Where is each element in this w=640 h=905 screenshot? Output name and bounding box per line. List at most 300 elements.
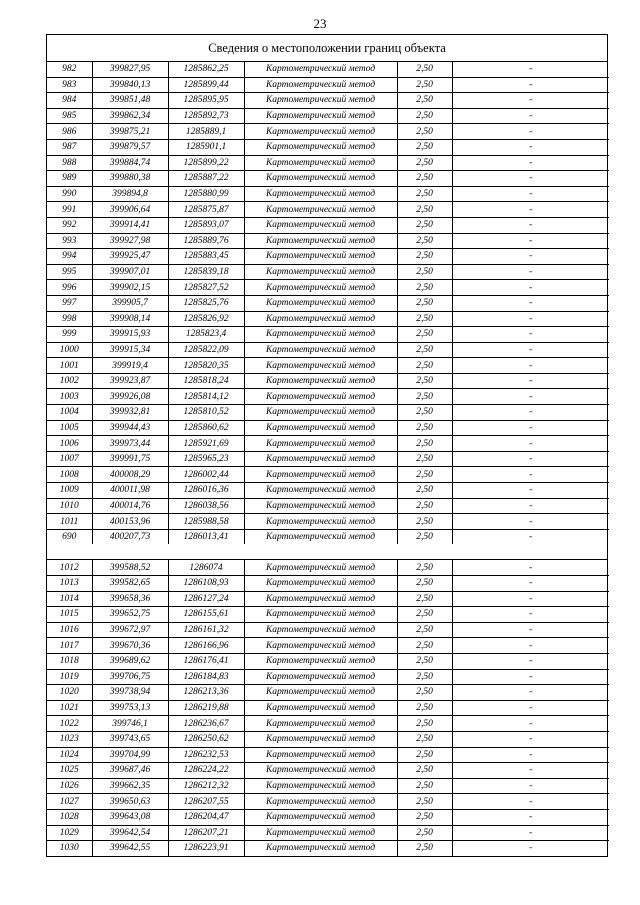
cell-coord-y: 1285839,18 bbox=[168, 264, 244, 280]
cell-coord-y: 1285810,52 bbox=[168, 405, 244, 421]
table-row bbox=[47, 716, 609, 732]
cell-note: - bbox=[452, 825, 609, 841]
table-row bbox=[47, 653, 609, 669]
cell-point-number: 997 bbox=[47, 295, 92, 311]
cell-coord-x: 399652,75 bbox=[92, 607, 168, 623]
cell-accuracy: 2,50 bbox=[397, 467, 452, 483]
table-row bbox=[47, 327, 609, 343]
cell-coord-x: 399642,55 bbox=[92, 841, 168, 856]
cell-accuracy: 2,50 bbox=[397, 825, 452, 841]
cell-method: Картометрический метод bbox=[244, 638, 397, 654]
cell-accuracy: 2,50 bbox=[397, 529, 452, 544]
cell-coord-y: 1286250,62 bbox=[168, 731, 244, 747]
cell-method: Картометрический метод bbox=[244, 108, 397, 124]
cell-note: - bbox=[452, 108, 609, 124]
cell-coord-y: 1286016,36 bbox=[168, 483, 244, 499]
cell-note: - bbox=[452, 389, 609, 405]
cell-note: - bbox=[452, 591, 609, 607]
cell-method: Картометрический метод bbox=[244, 311, 397, 327]
cell-point-number: 1007 bbox=[47, 451, 92, 467]
table-row bbox=[47, 669, 609, 685]
table-row bbox=[47, 591, 609, 607]
cell-note: - bbox=[452, 809, 609, 825]
table-row bbox=[47, 249, 609, 265]
cell-coord-x: 399915,34 bbox=[92, 342, 168, 358]
cell-coord-y: 1285862,25 bbox=[168, 62, 244, 77]
cell-coord-x: 399907,01 bbox=[92, 264, 168, 280]
cell-accuracy: 2,50 bbox=[397, 93, 452, 109]
cell-coord-x: 399650,63 bbox=[92, 794, 168, 810]
cell-coord-x: 399944,43 bbox=[92, 420, 168, 436]
cell-method: Картометрический метод bbox=[244, 669, 397, 685]
cell-method: Картометрический метод bbox=[244, 591, 397, 607]
cell-accuracy: 2,50 bbox=[397, 809, 452, 825]
table-row bbox=[47, 342, 609, 358]
cell-coord-y: 1286213,36 bbox=[168, 685, 244, 701]
cell-coord-x: 399862,34 bbox=[92, 108, 168, 124]
cell-note: - bbox=[452, 576, 609, 592]
cell-method: Картометрический метод bbox=[244, 825, 397, 841]
cell-method: Картометрический метод bbox=[244, 420, 397, 436]
cell-point-number: 1028 bbox=[47, 809, 92, 825]
cell-coord-y: 1285901,1 bbox=[168, 139, 244, 155]
cell-note: - bbox=[452, 405, 609, 421]
table-row bbox=[47, 264, 609, 280]
cell-note: - bbox=[452, 716, 609, 732]
table-row bbox=[47, 685, 609, 701]
cell-coord-y: 1286219,88 bbox=[168, 700, 244, 716]
cell-coord-y: 1285827,52 bbox=[168, 280, 244, 296]
cell-coord-x: 399738,94 bbox=[92, 685, 168, 701]
cell-coord-y: 1286236,67 bbox=[168, 716, 244, 732]
cell-coord-y: 1286207,21 bbox=[168, 825, 244, 841]
cell-accuracy: 2,50 bbox=[397, 716, 452, 732]
cell-point-number: 986 bbox=[47, 124, 92, 140]
cell-note: - bbox=[452, 62, 609, 77]
table-row bbox=[47, 93, 609, 109]
section-separator bbox=[47, 544, 607, 560]
cell-accuracy: 2,50 bbox=[397, 514, 452, 530]
cell-accuracy: 2,50 bbox=[397, 841, 452, 856]
table-row bbox=[47, 202, 609, 218]
cell-point-number: 1005 bbox=[47, 420, 92, 436]
cell-coord-x: 399672,97 bbox=[92, 622, 168, 638]
cell-accuracy: 2,50 bbox=[397, 124, 452, 140]
table-row bbox=[47, 778, 609, 794]
cell-coord-y: 1286232,53 bbox=[168, 747, 244, 763]
page-number: 23 bbox=[313, 16, 327, 31]
cell-coord-x: 399925,47 bbox=[92, 249, 168, 265]
cell-coord-y: 1285892,73 bbox=[168, 108, 244, 124]
cell-method: Картометрический метод bbox=[244, 342, 397, 358]
cell-method: Картометрический метод bbox=[244, 731, 397, 747]
cell-accuracy: 2,50 bbox=[397, 311, 452, 327]
cell-method: Картометрический метод bbox=[244, 327, 397, 343]
cell-point-number: 1018 bbox=[47, 653, 92, 669]
cell-coord-y: 1286204,47 bbox=[168, 809, 244, 825]
cell-method: Картометрический метод bbox=[244, 483, 397, 499]
cell-coord-x: 399894,8 bbox=[92, 186, 168, 202]
cell-accuracy: 2,50 bbox=[397, 483, 452, 499]
cell-note: - bbox=[452, 763, 609, 779]
cell-accuracy: 2,50 bbox=[397, 373, 452, 389]
cell-note: - bbox=[452, 93, 609, 109]
cell-method: Картометрический метод bbox=[244, 389, 397, 405]
cell-coord-y: 1285887,22 bbox=[168, 171, 244, 187]
cell-coord-y: 1286184,83 bbox=[168, 669, 244, 685]
table-row bbox=[47, 108, 609, 124]
cell-coord-y: 1286224,22 bbox=[168, 763, 244, 779]
cell-note: - bbox=[452, 233, 609, 249]
cell-point-number: 1004 bbox=[47, 405, 92, 421]
coordinates-table-section-2 bbox=[47, 560, 609, 855]
cell-coord-x: 400207,73 bbox=[92, 529, 168, 544]
cell-coord-x: 399582,65 bbox=[92, 576, 168, 592]
cell-coord-x: 399880,38 bbox=[92, 171, 168, 187]
cell-accuracy: 2,50 bbox=[397, 264, 452, 280]
cell-method: Картометрический метод bbox=[244, 747, 397, 763]
cell-coord-x: 399875,21 bbox=[92, 124, 168, 140]
cell-accuracy: 2,50 bbox=[397, 669, 452, 685]
cell-note: - bbox=[452, 669, 609, 685]
cell-accuracy: 2,50 bbox=[397, 638, 452, 654]
cell-accuracy: 2,50 bbox=[397, 420, 452, 436]
cell-accuracy: 2,50 bbox=[397, 280, 452, 296]
cell-point-number: 1008 bbox=[47, 467, 92, 483]
cell-note: - bbox=[452, 436, 609, 452]
cell-method: Картометрический метод bbox=[244, 124, 397, 140]
coordinates-table-section-1 bbox=[47, 62, 609, 544]
cell-coord-y: 1285895,95 bbox=[168, 93, 244, 109]
cell-coord-x: 400008,29 bbox=[92, 467, 168, 483]
cell-method: Картометрический метод bbox=[244, 467, 397, 483]
cell-coord-y: 1285822,09 bbox=[168, 342, 244, 358]
table-row bbox=[47, 389, 609, 405]
cell-method: Картометрический метод bbox=[244, 358, 397, 374]
cell-coord-y: 1285889,1 bbox=[168, 124, 244, 140]
cell-accuracy: 2,50 bbox=[397, 217, 452, 233]
cell-method: Картометрический метод bbox=[244, 295, 397, 311]
table-row bbox=[47, 841, 609, 856]
cell-coord-x: 399906,64 bbox=[92, 202, 168, 218]
cell-point-number: 991 bbox=[47, 202, 92, 218]
cell-note: - bbox=[452, 622, 609, 638]
table-row bbox=[47, 436, 609, 452]
table-row bbox=[47, 638, 609, 654]
cell-point-number: 1024 bbox=[47, 747, 92, 763]
cell-coord-y: 1286207,55 bbox=[168, 794, 244, 810]
table-row bbox=[47, 420, 609, 436]
cell-point-number: 1015 bbox=[47, 607, 92, 623]
cell-note: - bbox=[452, 731, 609, 747]
cell-note: - bbox=[452, 280, 609, 296]
table-row bbox=[47, 405, 609, 421]
cell-coord-x: 399706,75 bbox=[92, 669, 168, 685]
cell-note: - bbox=[452, 498, 609, 514]
cell-note: - bbox=[452, 342, 609, 358]
cell-point-number: 1023 bbox=[47, 731, 92, 747]
table-row bbox=[47, 358, 609, 374]
cell-coord-x: 399689,62 bbox=[92, 653, 168, 669]
table-row bbox=[47, 560, 609, 575]
cell-accuracy: 2,50 bbox=[397, 62, 452, 77]
cell-accuracy: 2,50 bbox=[397, 685, 452, 701]
table-row bbox=[47, 373, 609, 389]
cell-note: - bbox=[452, 794, 609, 810]
cell-note: - bbox=[452, 373, 609, 389]
cell-coord-x: 399851,48 bbox=[92, 93, 168, 109]
cell-coord-x: 399919,4 bbox=[92, 358, 168, 374]
cell-point-number: 996 bbox=[47, 280, 92, 296]
cell-method: Картометрический метод bbox=[244, 560, 397, 575]
cell-accuracy: 2,50 bbox=[397, 139, 452, 155]
cell-coord-x: 399926,08 bbox=[92, 389, 168, 405]
cell-point-number: 1003 bbox=[47, 389, 92, 405]
cell-coord-x: 400011,98 bbox=[92, 483, 168, 499]
cell-method: Картометрический метод bbox=[244, 217, 397, 233]
cell-accuracy: 2,50 bbox=[397, 498, 452, 514]
cell-note: - bbox=[452, 249, 609, 265]
cell-note: - bbox=[452, 186, 609, 202]
table-row bbox=[47, 280, 609, 296]
cell-accuracy: 2,50 bbox=[397, 186, 452, 202]
table-row bbox=[47, 700, 609, 716]
cell-note: - bbox=[452, 514, 609, 530]
cell-point-number: 992 bbox=[47, 217, 92, 233]
cell-coord-x: 399687,46 bbox=[92, 763, 168, 779]
cell-coord-y: 1286166,96 bbox=[168, 638, 244, 654]
cell-accuracy: 2,50 bbox=[397, 342, 452, 358]
cell-coord-y: 1285860,62 bbox=[168, 420, 244, 436]
table-row bbox=[47, 809, 609, 825]
cell-method: Картометрический метод bbox=[244, 622, 397, 638]
cell-coord-x: 399908,14 bbox=[92, 311, 168, 327]
cell-coord-y: 1285823,4 bbox=[168, 327, 244, 343]
table-row bbox=[47, 186, 609, 202]
cell-accuracy: 2,50 bbox=[397, 731, 452, 747]
cell-accuracy: 2,50 bbox=[397, 653, 452, 669]
cell-point-number: 1010 bbox=[47, 498, 92, 514]
cell-coord-y: 1285899,44 bbox=[168, 77, 244, 93]
table-row bbox=[47, 155, 609, 171]
cell-note: - bbox=[452, 311, 609, 327]
cell-coord-y: 1285818,24 bbox=[168, 373, 244, 389]
cell-coord-x: 399588,52 bbox=[92, 560, 168, 575]
cell-coord-x: 399923,87 bbox=[92, 373, 168, 389]
cell-point-number: 690 bbox=[47, 529, 92, 544]
cell-point-number: 995 bbox=[47, 264, 92, 280]
cell-point-number: 985 bbox=[47, 108, 92, 124]
cell-point-number: 1011 bbox=[47, 514, 92, 530]
table-row bbox=[47, 467, 609, 483]
cell-method: Картометрический метод bbox=[244, 841, 397, 856]
cell-method: Картометрический метод bbox=[244, 700, 397, 716]
cell-point-number: 990 bbox=[47, 186, 92, 202]
cell-method: Картометрический метод bbox=[244, 794, 397, 810]
cell-point-number: 1009 bbox=[47, 483, 92, 499]
cell-note: - bbox=[452, 358, 609, 374]
cell-coord-x: 399662,35 bbox=[92, 778, 168, 794]
cell-accuracy: 2,50 bbox=[397, 763, 452, 779]
cell-method: Картометрический метод bbox=[244, 716, 397, 732]
cell-method: Картометрический метод bbox=[244, 249, 397, 265]
cell-coord-x: 399915,93 bbox=[92, 327, 168, 343]
cell-method: Картометрический метод bbox=[244, 498, 397, 514]
table-row bbox=[47, 483, 609, 499]
cell-coord-y: 1285899,22 bbox=[168, 155, 244, 171]
cell-coord-y: 1286223,91 bbox=[168, 841, 244, 856]
cell-coord-y: 1286155,61 bbox=[168, 607, 244, 623]
cell-method: Картометрический метод bbox=[244, 139, 397, 155]
cell-note: - bbox=[452, 467, 609, 483]
table-row bbox=[47, 77, 609, 93]
cell-accuracy: 2,50 bbox=[397, 233, 452, 249]
cell-point-number: 989 bbox=[47, 171, 92, 187]
table-row bbox=[47, 763, 609, 779]
cell-method: Картометрический метод bbox=[244, 171, 397, 187]
cell-method: Картометрический метод bbox=[244, 77, 397, 93]
cell-method: Картометрический метод bbox=[244, 233, 397, 249]
cell-coord-y: 1285825,76 bbox=[168, 295, 244, 311]
cell-point-number: 998 bbox=[47, 311, 92, 327]
cell-accuracy: 2,50 bbox=[397, 591, 452, 607]
cell-coord-x: 400153,96 bbox=[92, 514, 168, 530]
cell-method: Картометрический метод bbox=[244, 93, 397, 109]
cell-point-number: 984 bbox=[47, 93, 92, 109]
cell-accuracy: 2,50 bbox=[397, 576, 452, 592]
cell-method: Картометрический метод bbox=[244, 778, 397, 794]
cell-note: - bbox=[452, 155, 609, 171]
cell-point-number: 983 bbox=[47, 77, 92, 93]
cell-coord-x: 399902,15 bbox=[92, 280, 168, 296]
cell-coord-y: 1286074 bbox=[168, 560, 244, 575]
cell-coord-x: 399670,36 bbox=[92, 638, 168, 654]
cell-note: - bbox=[452, 638, 609, 654]
cell-note: - bbox=[452, 747, 609, 763]
cell-accuracy: 2,50 bbox=[397, 778, 452, 794]
cell-coord-x: 399642,54 bbox=[92, 825, 168, 841]
cell-note: - bbox=[452, 202, 609, 218]
cell-method: Картометрический метод bbox=[244, 514, 397, 530]
cell-method: Картометрический метод bbox=[244, 155, 397, 171]
cell-point-number: 1020 bbox=[47, 685, 92, 701]
table-row bbox=[47, 124, 609, 140]
cell-point-number: 993 bbox=[47, 233, 92, 249]
cell-point-number: 1016 bbox=[47, 622, 92, 638]
cell-point-number: 1025 bbox=[47, 763, 92, 779]
table-row bbox=[47, 747, 609, 763]
cell-point-number: 1027 bbox=[47, 794, 92, 810]
cell-coord-y: 1285826,92 bbox=[168, 311, 244, 327]
cell-note: - bbox=[452, 700, 609, 716]
cell-point-number: 1002 bbox=[47, 373, 92, 389]
cell-coord-y: 1285883,45 bbox=[168, 249, 244, 265]
cell-coord-x: 399827,95 bbox=[92, 62, 168, 77]
cell-point-number: 1019 bbox=[47, 669, 92, 685]
cell-coord-y: 1286161,32 bbox=[168, 622, 244, 638]
cell-coord-y: 1285965,23 bbox=[168, 451, 244, 467]
cell-coord-y: 1285875,87 bbox=[168, 202, 244, 218]
cell-accuracy: 2,50 bbox=[397, 327, 452, 343]
cell-method: Картометрический метод bbox=[244, 436, 397, 452]
cell-point-number: 1026 bbox=[47, 778, 92, 794]
cell-accuracy: 2,50 bbox=[397, 747, 452, 763]
cell-coord-x: 399643,08 bbox=[92, 809, 168, 825]
cell-coord-y: 1286212,32 bbox=[168, 778, 244, 794]
cell-coord-x: 399746,1 bbox=[92, 716, 168, 732]
cell-accuracy: 2,50 bbox=[397, 295, 452, 311]
cell-method: Картометрический метод bbox=[244, 186, 397, 202]
cell-method: Картометрический метод bbox=[244, 685, 397, 701]
table-row bbox=[47, 295, 609, 311]
cell-note: - bbox=[452, 295, 609, 311]
cell-coord-y: 1285988,58 bbox=[168, 514, 244, 530]
cell-coord-x: 399932,81 bbox=[92, 405, 168, 421]
cell-coord-x: 399840,13 bbox=[92, 77, 168, 93]
table-row bbox=[47, 529, 609, 544]
cell-point-number: 1017 bbox=[47, 638, 92, 654]
table-row bbox=[47, 794, 609, 810]
cell-accuracy: 2,50 bbox=[397, 249, 452, 265]
cell-coord-y: 1285889,76 bbox=[168, 233, 244, 249]
cell-accuracy: 2,50 bbox=[397, 389, 452, 405]
cell-accuracy: 2,50 bbox=[397, 622, 452, 638]
cell-coord-x: 399743,65 bbox=[92, 731, 168, 747]
cell-coord-x: 399905,7 bbox=[92, 295, 168, 311]
cell-method: Картометрический метод bbox=[244, 529, 397, 544]
cell-point-number: 988 bbox=[47, 155, 92, 171]
cell-point-number: 1030 bbox=[47, 841, 92, 856]
cell-coord-y: 1286127,24 bbox=[168, 591, 244, 607]
cell-point-number: 1029 bbox=[47, 825, 92, 841]
cell-coord-x: 400014,76 bbox=[92, 498, 168, 514]
cell-method: Картометрический метод bbox=[244, 373, 397, 389]
cell-note: - bbox=[452, 451, 609, 467]
cell-coord-y: 1285921,69 bbox=[168, 436, 244, 452]
cell-accuracy: 2,50 bbox=[397, 436, 452, 452]
cell-method: Картометрический метод bbox=[244, 264, 397, 280]
cell-method: Картометрический метод bbox=[244, 653, 397, 669]
cell-note: - bbox=[452, 685, 609, 701]
cell-point-number: 1021 bbox=[47, 700, 92, 716]
boundary-table bbox=[46, 34, 608, 857]
cell-point-number: 1000 bbox=[47, 342, 92, 358]
table-row bbox=[47, 217, 609, 233]
table-row bbox=[47, 825, 609, 841]
cell-accuracy: 2,50 bbox=[397, 202, 452, 218]
cell-point-number: 994 bbox=[47, 249, 92, 265]
cell-method: Картометрический метод bbox=[244, 202, 397, 218]
cell-coord-x: 399704,99 bbox=[92, 747, 168, 763]
cell-coord-x: 399991,75 bbox=[92, 451, 168, 467]
cell-method: Картометрический метод bbox=[244, 405, 397, 421]
cell-coord-y: 1286002,44 bbox=[168, 467, 244, 483]
cell-coord-x: 399973,44 bbox=[92, 436, 168, 452]
cell-coord-x: 399927,98 bbox=[92, 233, 168, 249]
cell-accuracy: 2,50 bbox=[397, 405, 452, 421]
table-row bbox=[47, 311, 609, 327]
cell-accuracy: 2,50 bbox=[397, 77, 452, 93]
cell-note: - bbox=[452, 77, 609, 93]
cell-point-number: 1014 bbox=[47, 591, 92, 607]
cell-note: - bbox=[452, 560, 609, 575]
cell-coord-x: 399658,36 bbox=[92, 591, 168, 607]
cell-note: - bbox=[452, 653, 609, 669]
cell-accuracy: 2,50 bbox=[397, 108, 452, 124]
cell-coord-y: 1285820,35 bbox=[168, 358, 244, 374]
cell-coord-y: 1285880,99 bbox=[168, 186, 244, 202]
cell-method: Картометрический метод bbox=[244, 576, 397, 592]
